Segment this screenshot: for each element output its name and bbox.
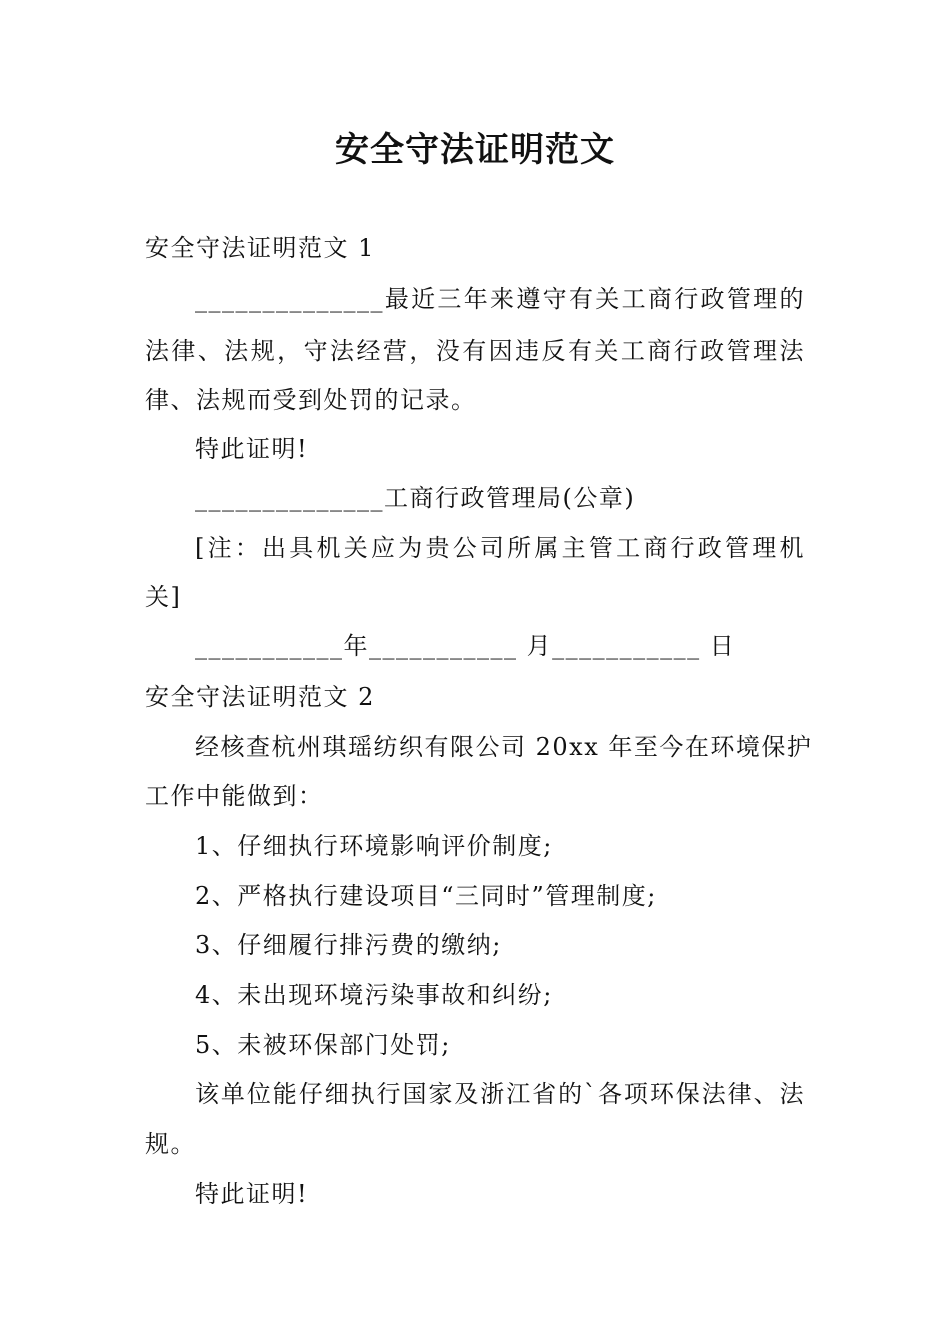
section-2-certification: 特此证明! bbox=[195, 1180, 309, 1208]
section-1-date-line: ___________年___________ 月___________ 日 bbox=[195, 632, 736, 660]
list-item: 3、仔细履行排污费的缴纳; bbox=[195, 931, 502, 959]
list-item: 5、未被环保部门处罚; bbox=[195, 1031, 451, 1059]
section-1-paragraph-line-3: 律、法规而受到处罚的记录。 bbox=[145, 386, 477, 414]
section-1-note-line-1: [注：出具机关应为贵公司所属主管工商行政管理机 bbox=[195, 534, 805, 562]
document-title: 安全守法证明范文 bbox=[335, 130, 615, 170]
section-1-paragraph-line-2: 法律、法规，守法经营，没有因违反有关工商行政管理法 bbox=[145, 337, 805, 365]
section-1-heading: 安全守法证明范文 1 bbox=[145, 234, 375, 262]
list-item: 4、未出现环境污染事故和纠纷; bbox=[195, 981, 553, 1009]
section-2-intro-line-1: 经核查杭州琪瑶纺织有限公司 20xx 年至今在环境保护 bbox=[195, 733, 813, 761]
list-item: 1、仔细执行环境影响评价制度; bbox=[195, 832, 553, 860]
section-1-note-line-2: 关] bbox=[145, 583, 182, 611]
list-item: 2、严格执行建设项目“三同时”管理制度; bbox=[195, 882, 657, 910]
section-2-intro-line-2: 工作中能做到： bbox=[145, 782, 324, 810]
section-1-issuer-line: ______________工商行政管理局(公章) bbox=[195, 484, 636, 512]
section-2-heading: 安全守法证明范文 2 bbox=[145, 683, 375, 711]
section-1-paragraph-line-1: ______________最近三年来遵守有关工商行政管理的 bbox=[195, 285, 805, 313]
section-2-closing-line-1: 该单位能仔细执行国家及浙江省的`各项环保法律、法 bbox=[195, 1080, 805, 1108]
section-2-closing-line-2: 规。 bbox=[145, 1130, 196, 1158]
section-1-certification: 特此证明! bbox=[195, 435, 309, 463]
